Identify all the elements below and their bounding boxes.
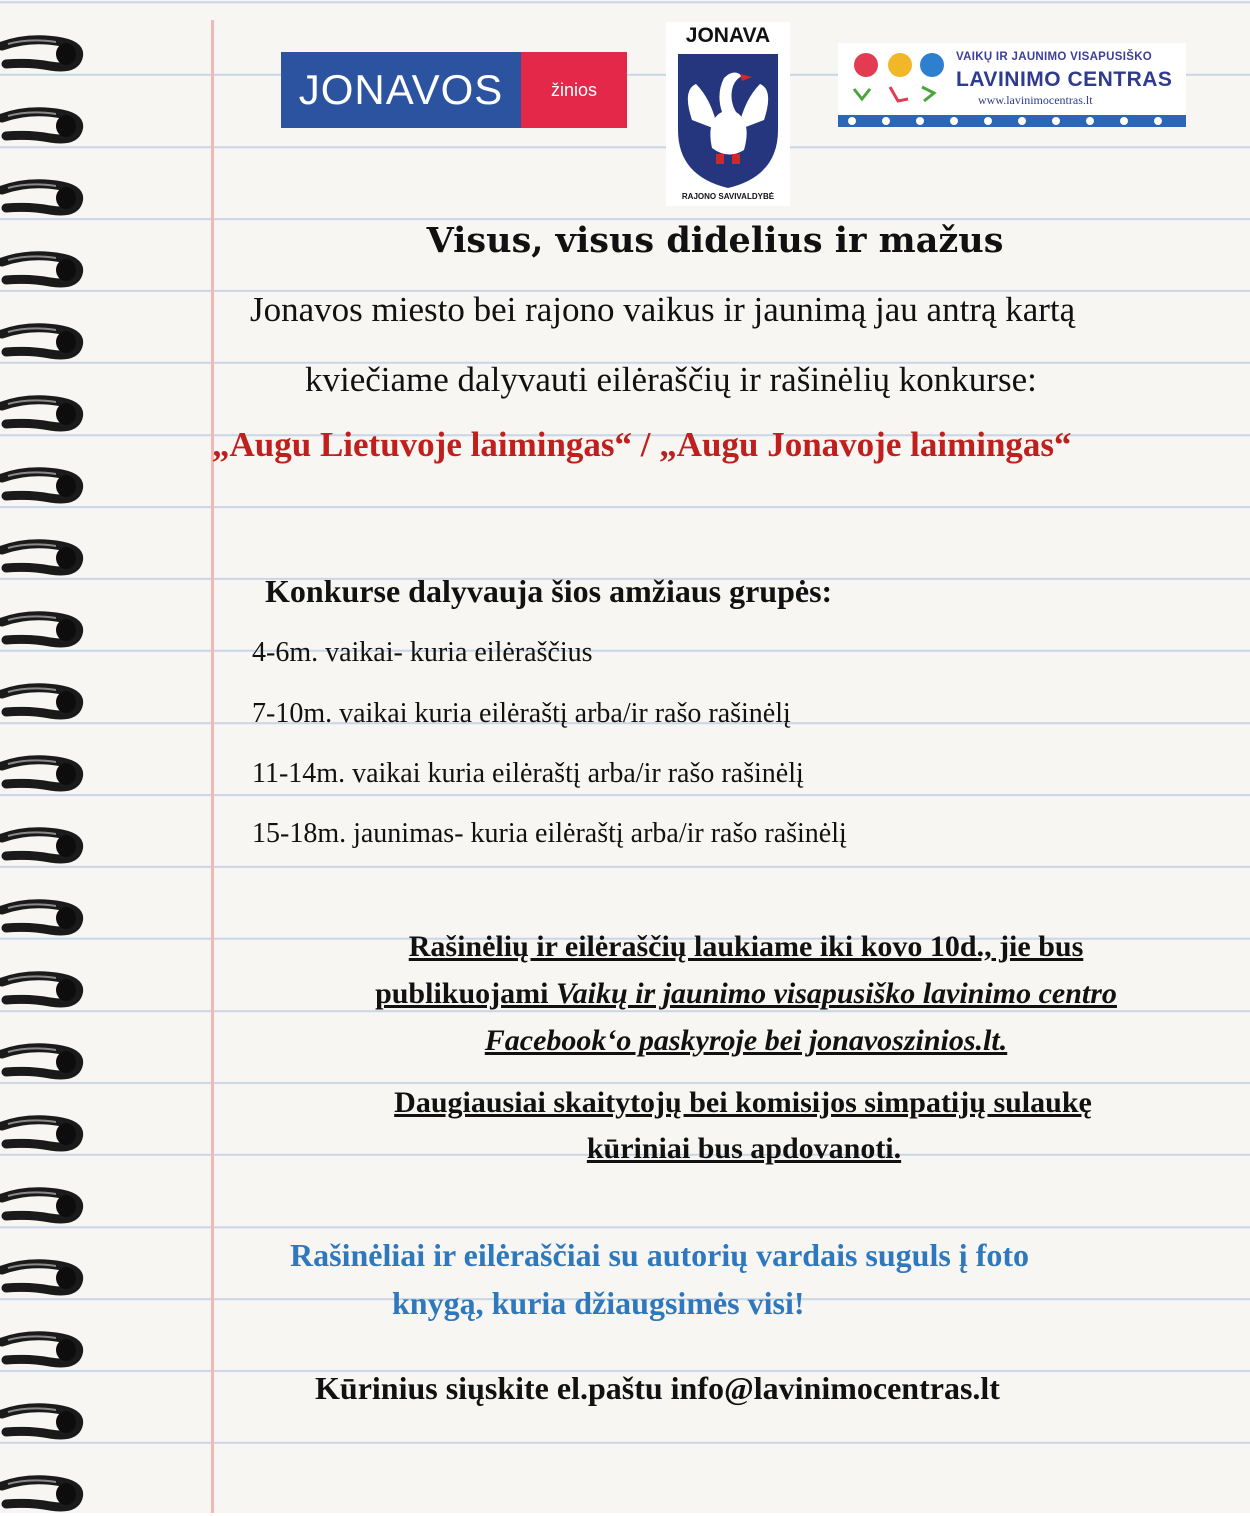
spiral-coil-icon [0,534,90,580]
age-group-item: 7-10m. vaikai kuria eilėraštį arba/ir rašo rašinėlį [252,698,791,729]
lavinimo-centras-logo [838,43,1186,127]
awards-line-1: Daugiausiai skaitytojų bei komisijos simpatijų sulaukę [394,1086,1092,1119]
deadline-line-2-plain: publikuojami [375,977,556,1010]
intro-line-1: Jonavos miesto bei rajono vaikus ir jaunimą jau antrą kartą [250,290,1076,329]
age-group-item: 11-14m. vaikai kuria eilėraštį arba/ir rašo rašinėlį [252,758,804,789]
crest-title: JONAVA [685,24,771,47]
spiral-coil-icon [0,1470,90,1516]
zinios-logo-word: žinios [521,52,627,128]
deadline-line-3: Facebook‘o paskyroje bei jonavoszinios.lt. [484,1024,1008,1057]
spiral-coil-icon [0,30,90,76]
spiral-coil-icon [0,1182,90,1228]
deadline-line-1: Rašinėlių ir eilėraščių laukiame iki kovo 10d., jie bus [408,930,1084,963]
swan-crest-icon [672,50,784,190]
spiral-coil-icon [0,318,90,364]
spiral-coil-icon [0,174,90,220]
spiral-coil-icon [0,390,90,436]
lavinimo-centras-line1: VAIKŲ IR JAUNIMO VISAPUSIŠKO [956,51,1153,63]
spiral-coil-icon [0,678,90,724]
spiral-coil-icon [0,822,90,868]
send-email-line: Kūrinius siųskite el.paštu info@lavinimocentras.lt [315,1370,1000,1406]
spiral-coil-icon [0,1326,90,1372]
spiral-coil-icon [0,1254,90,1300]
spiral-coil-icon [0,102,90,148]
page-title: Visus, visus didelius ir mažus [426,220,1004,261]
lavinimo-centras-line2: LAVINIMO CENTRAS [956,68,1173,91]
jonavos-zinios-logo [281,52,627,128]
age-groups-heading: Konkurse dalyvauja šios amžiaus grupės: [265,573,833,609]
age-group-item: 15-18m. jaunimas- kuria eilėraštį arba/ir rašo rašinėlį [252,818,847,849]
age-group-item: 4-6m. vaikai- kuria eilėraščius [252,637,593,668]
contest-name: „Augu Lietuvoje laimingas“ / „Augu Jonavoje laimingas“ [212,425,1072,464]
spiral-coil-icon [0,606,90,652]
spiral-coil-icon [0,1398,90,1444]
photo-book-line-1: Rašinėliai ir eilėraščiai su autorių vardais suguls į foto [290,1237,1029,1273]
awards-line-2: kūriniai bus apdovanoti. [586,1132,902,1165]
jonavos-logo-word: JONAVOS [281,52,521,128]
intro-line-2: kviečiame dalyvauti eilėraščių ir rašinėlių konkurse: [305,360,1037,399]
crest-subtitle: RAJONO SAVIVALDYBĖ [681,192,775,201]
jonava-crest [666,22,790,206]
spiral-coil-icon [0,750,90,796]
lavinimo-centras-url: www.lavinimocentras.lt [978,93,1093,107]
deadline-line-2 [0,977,1250,1011]
deadline-line-2-italic: Vaikų ir jaunimo visapusiško lavinimo centro [555,977,1117,1010]
spiral-coil-icon [0,462,90,508]
photo-book-line-2: knygą, kuria džiaugsimės visi! [392,1285,805,1321]
